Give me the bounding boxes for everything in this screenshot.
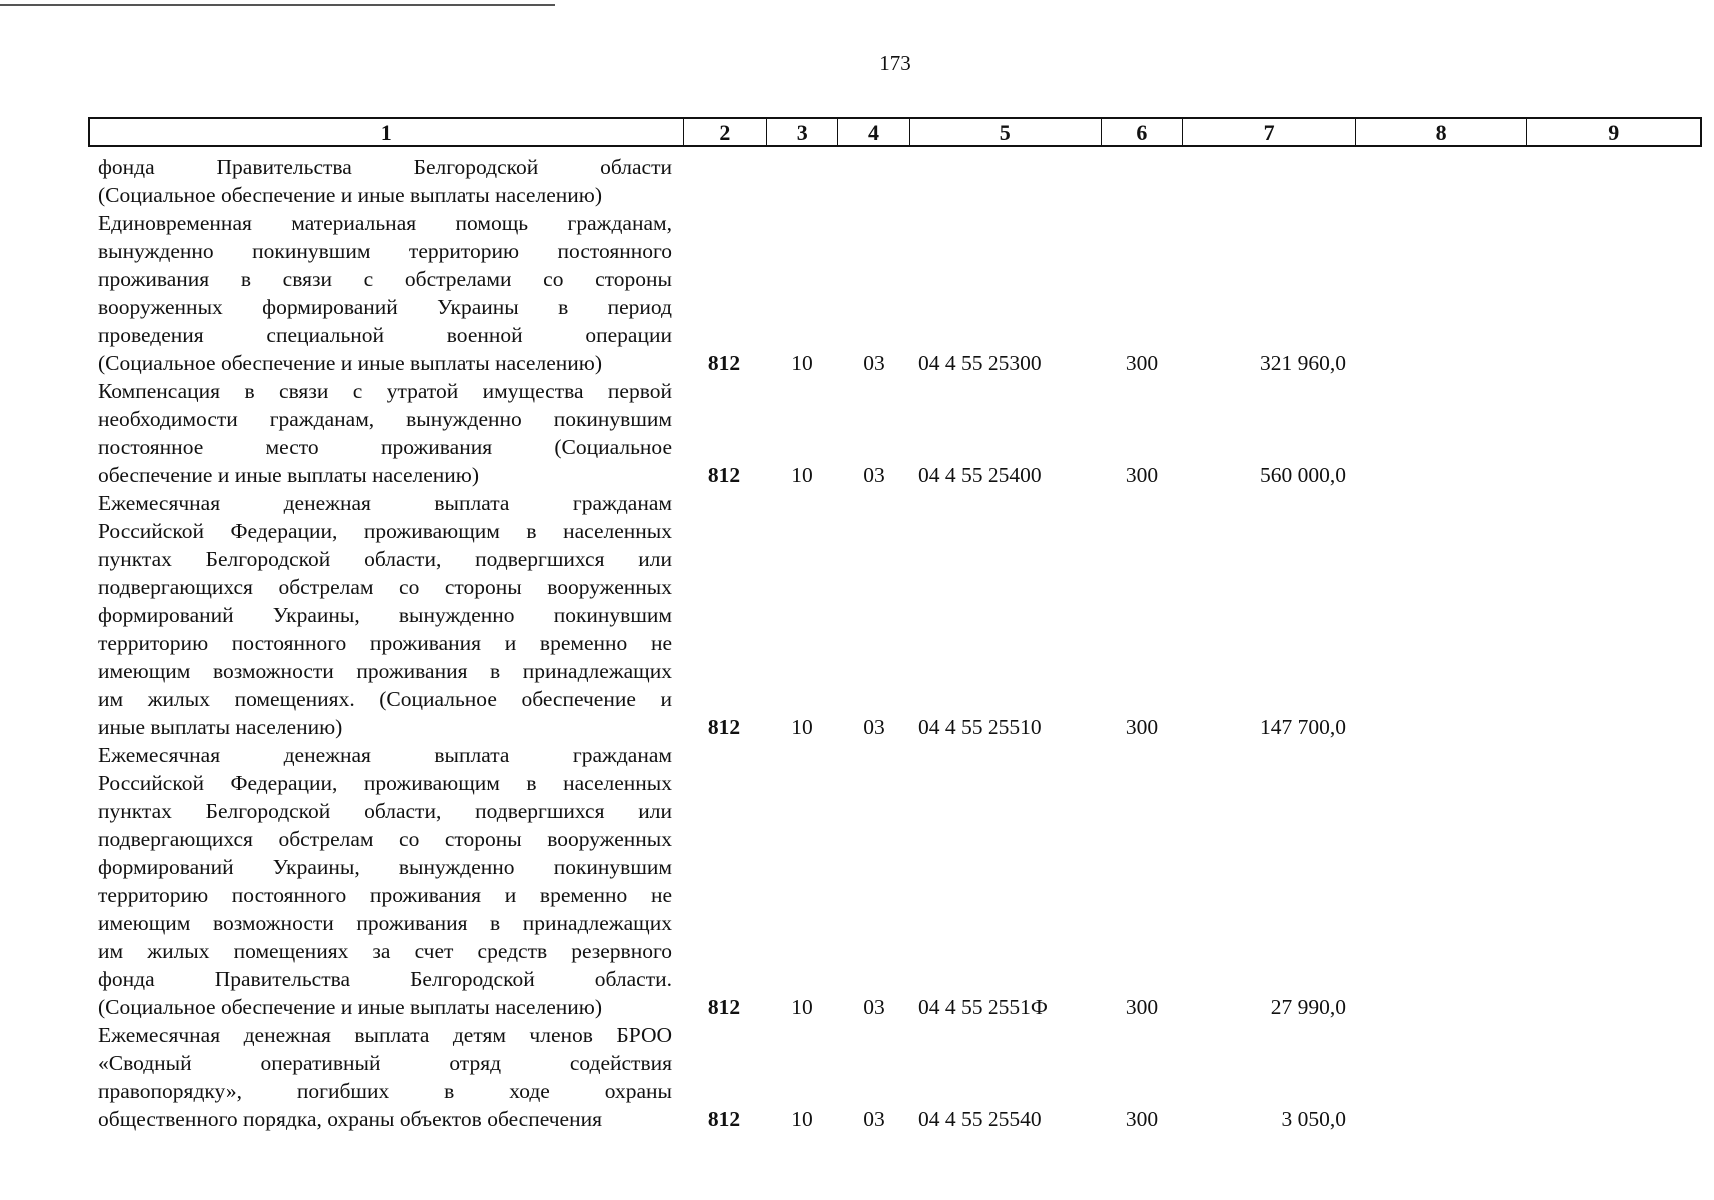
description-line: им жилых помещениях. (Социальное обеспечение и — [98, 687, 672, 711]
description-line: (Социальное обеспечение и иные выплаты населению) — [98, 995, 602, 1019]
cell-amount: 27 990,0 — [1270, 995, 1346, 1019]
description-line: проживания в связи с обстрелами со стороны — [98, 267, 672, 291]
cell-subsection: 03 — [863, 351, 885, 375]
description-line: Ежемесячная денежная выплата гражданам — [98, 491, 672, 515]
row-description — [98, 489, 672, 741]
cell-expense-type: 300 — [1125, 995, 1159, 1019]
header-col-9: 9 — [1526, 119, 1700, 145]
row-description — [98, 377, 672, 489]
cell-admin-code: 812 — [707, 351, 741, 375]
cell-admin-code: 812 — [707, 1107, 741, 1131]
description-line: им жилых помещениях за счет средств резервного — [98, 939, 672, 963]
description-line: постоянное место проживания (Социальное — [98, 435, 672, 459]
description-line: формирований Украины, вынужденно покинувшим — [98, 855, 672, 879]
header-col-6: 6 — [1101, 119, 1183, 145]
description-line: пунктах Белгородской области, подвергшихся или — [98, 547, 672, 571]
header-col-5: 5 — [909, 119, 1101, 145]
cell-section: 10 — [791, 463, 813, 487]
description-line: обеспечение и иные выплаты населению) — [98, 463, 480, 487]
cell-expense-type: 300 — [1125, 463, 1159, 487]
cell-section: 10 — [791, 351, 813, 375]
header-col-4: 4 — [837, 119, 909, 145]
cell-section: 10 — [791, 995, 813, 1019]
cell-admin-code: 812 — [707, 995, 741, 1019]
description-line: подвергающихся обстрелам со стороны вооруженных — [98, 575, 672, 599]
header-col-3: 3 — [766, 119, 837, 145]
row-description — [98, 209, 672, 377]
description-line: Единовременная материальная помощь гражданам, — [98, 211, 672, 235]
description-line: вооруженных формирований Украины в период — [98, 295, 672, 319]
cell-subsection: 03 — [863, 715, 885, 739]
cell-admin-code: 812 — [707, 463, 741, 487]
description-line: общественного порядка, охраны объектов обеспечения — [98, 1107, 602, 1131]
description-line: (Социальное обеспечение и иные выплаты населению) — [98, 351, 602, 375]
cell-target-article: 04 4 55 25300 — [918, 351, 1042, 375]
description-line: фонда Правительства Белгородской области — [98, 155, 672, 179]
row-description — [98, 153, 672, 209]
description-line: Ежемесячная денежная выплата гражданам — [98, 743, 672, 767]
description-line: Российской Федерации, проживающим в населенных — [98, 519, 672, 543]
scan-edge-line — [0, 4, 555, 6]
header-col-2: 2 — [683, 119, 767, 145]
cell-target-article: 04 4 55 25540 — [918, 1107, 1042, 1131]
cell-section: 10 — [791, 1107, 813, 1131]
description-line: территорию постоянного проживания и временно не — [98, 883, 672, 907]
cell-expense-type: 300 — [1125, 1107, 1159, 1131]
description-line: Компенсация в связи с утратой имущества первой — [98, 379, 672, 403]
description-line: подвергающихся обстрелам со стороны вооруженных — [98, 827, 672, 851]
cell-amount: 3 050,0 — [1281, 1107, 1346, 1131]
description-line: Ежемесячная денежная выплата детям членов БРОО — [98, 1023, 672, 1047]
description-line: вынужденно покинувшим территорию постоянного — [98, 239, 672, 263]
description-line: иные выплаты населению) — [98, 715, 343, 739]
description-line: правопорядку», погибших в ходе охраны — [98, 1079, 672, 1103]
cell-amount: 560 000,0 — [1260, 463, 1346, 487]
row-description — [98, 1021, 672, 1133]
description-line: имеющим возможности проживания в принадлежащих — [98, 659, 672, 683]
description-line: (Социальное обеспечение и иные выплаты населению) — [98, 183, 602, 207]
cell-amount: 147 700,0 — [1260, 715, 1346, 739]
page-number: 173 — [879, 51, 911, 75]
cell-target-article: 04 4 55 25400 — [918, 463, 1042, 487]
cell-section: 10 — [791, 715, 813, 739]
description-line: «Сводный оперативный отряд содействия — [98, 1051, 672, 1075]
header-col-7: 7 — [1182, 119, 1355, 145]
cell-target-article: 04 4 55 25510 — [918, 715, 1042, 739]
cell-admin-code: 812 — [707, 715, 741, 739]
table-header — [88, 117, 1702, 147]
description-line: проведения специальной военной операции — [98, 323, 672, 347]
description-line: фонда Правительства Белгородской области. — [98, 967, 672, 991]
cell-amount: 321 960,0 — [1260, 351, 1346, 375]
description-line: пунктах Белгородской области, подвергшихся или — [98, 799, 672, 823]
description-line: имеющим возможности проживания в принадлежащих — [98, 911, 672, 935]
cell-expense-type: 300 — [1125, 351, 1159, 375]
description-line: формирований Украины, вынужденно покинувшим — [98, 603, 672, 627]
description-line: Российской Федерации, проживающим в населенных — [98, 771, 672, 795]
header-col-1: 1 — [380, 120, 392, 145]
cell-target-article: 04 4 55 2551Ф — [918, 995, 1048, 1019]
cell-subsection: 03 — [863, 463, 885, 487]
cell-subsection: 03 — [863, 1107, 885, 1131]
cell-expense-type: 300 — [1125, 715, 1159, 739]
header-col-8: 8 — [1355, 119, 1527, 145]
description-line: территорию постоянного проживания и временно не — [98, 631, 672, 655]
row-description — [98, 741, 672, 1021]
description-line: необходимости гражданам, вынужденно покинувшим — [98, 407, 672, 431]
cell-subsection: 03 — [863, 995, 885, 1019]
